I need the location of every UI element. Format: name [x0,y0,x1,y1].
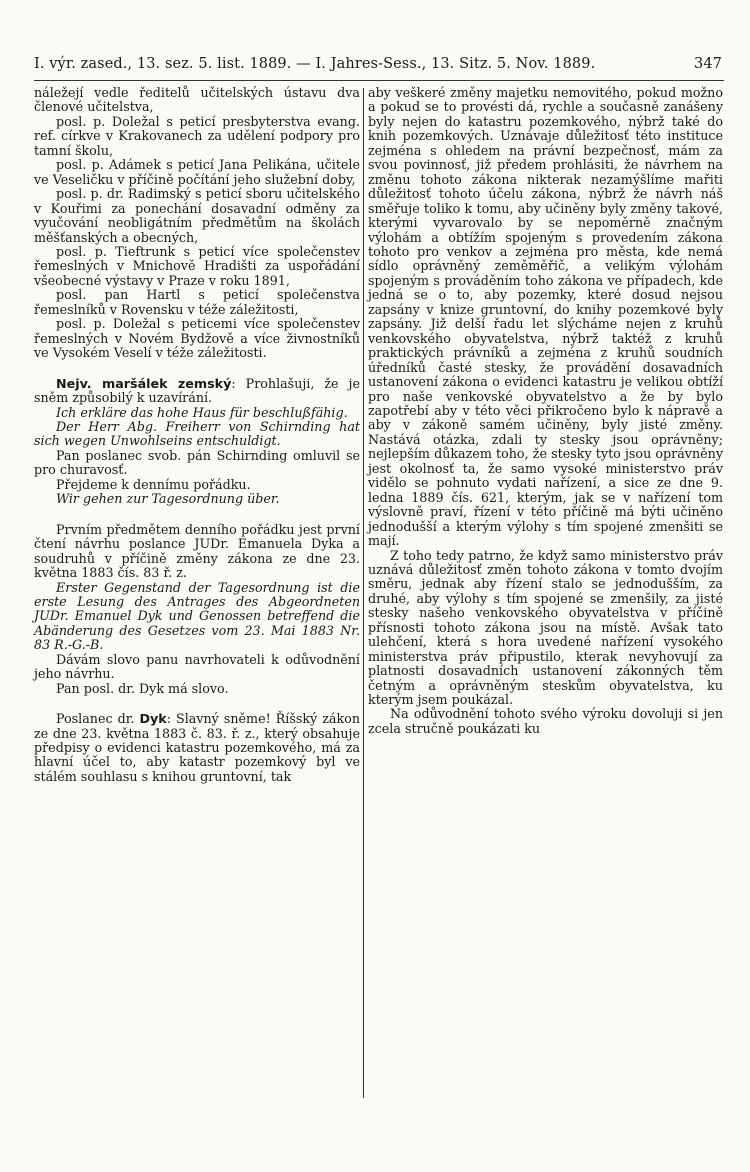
paragraph [34,377,360,406]
paragraph-text: Ich erkläre das hohe Haus für beschlußfähig. [56,404,348,420]
paragraph [34,317,360,360]
paragraph-text: Der Herr Abg. Freiherr von Schirnding hat sich wegen Unwohlseins entschuldigt. [34,418,360,449]
column-divider [363,88,364,1098]
paragraph-text: Erster Gegenstand der Tagesordnung ist die erste Lesung des Antrages des Abgeordneten JUDr. Emanuel Dyk und Genossen betreffend die Abänderung des Gesetzes vom 23. Mai 1883 Nr. 83 R.-G.-B. [34,579,360,653]
paragraph [368,707,723,736]
left-column [34,86,360,784]
paragraph [34,115,360,158]
paragraph-text: náležejí vedle ředitelů učitelských ústavu dva členové učitelstva, [34,85,360,115]
paragraph-text: Z toho tedy patrno, že když samo ministerstvo práv uznává důležitosť změn tohoto zákona v tomto dvojím směru, jednak aby řízení stalo se jednodušším, za druhé, aby výlohy s tím spojené se zmenšily, za jisté stesky našeho venkovského obyvatelstva v příčině přísnosti tohoto zákona jsou na místě. Avšak tato ulehčení, která s hora uvedené nařízení vysokého ministerstva práv připustilo, kterak nevyhovují za platnosti dosavadních ustanovení zákonných těm četným a oprávněným steskům obyvatelstva, ku kterým jsem poukázal. [368,547,723,708]
paragraph-text: Wir gehen zur Tagesordnung über. [56,491,280,507]
paragraph-text: Pan posl. dr. Dyk má slovo. [56,680,229,696]
paragraph-text: Pan poslanec svob. pán Schirnding omluvil se pro churavosť. [34,447,360,478]
paragraph [34,478,360,492]
paragraph-text: Přejdeme k dennímu pořádku. [56,476,251,492]
right-column [368,86,723,736]
paragraph-text: posl. p. Doležal s peticemi více společenstev řemeslných v Novém Bydžově a více živnostníků ve Vysokém Veselí v téže záležitosti. [34,316,360,361]
paragraph [34,581,360,653]
paragraph [34,86,360,115]
paragraph [34,288,360,317]
paragraph-text: posl. p. Doležal s peticí presbyterstva evang. ref. církve v Krakovanech za udělení podpory pro tamní školu, [34,113,360,158]
paragraph-text: posl. p. dr. Radimský s peticí sboru učitelského v Kouřimi za ponechání dosavadní odměny za vyučování neobligátním předmětům na školách měšťanských a obecných, [34,186,360,245]
paragraph [34,653,360,682]
paragraph-text: aby veškeré změny majetku nemovitého, pokud možno a pokud se to provésti dá, rychle a současně zanášeny byly nejen do katastru pozemkového, nýbrž také do knih pozemkových. Uznávaje důležitosť této instituce zejména s ohledem na právní bezpečnosť, mám za svou povinnosť, již předem prohlásiti, že návrhem na změnu tohoto zákona nikterak nezamýšlíme mařiti důležitosť tohoto účelu zákona, nýbrž že návrh náš směřuje toliko k tomu, aby učiněny byly změny takové, kterými vyvarovalo by se nepoměrně značným výlohám a obtížím spojeným s provedením zákona tohoto pro venkov a zejména pro města, kde nemá sídlo oprávněný zeměměřič, a velikým výlohám spojeným s prováděním toho zákona ve případech, kde jedná se o to, aby pozemky, které dosud nejsou zapsány v knize gruntovní, do knihy pozemkové byly zapsány. Již delší řadu let slýcháme nejen z kruhů venkovského obyvatelstva, nýbrž taktéž z kruhů praktických právníků a zejména z kruhů soudních úředníků časté stesky, že provádění dosavadních ustanovení zákona o evidenci katastru je velikou obtíží pro naše venkovské obyvatelstvo a že by bylo zapotřebí aby v této věci přikročeno bylo k nápravě a aby v zákoně samém učiněny, byly jisté změny. Nastává otázka, zdali ty stesky jsou oprávněny; nejlepším důkazem toho, že stesky tyto jsou oprávněny jest okolnosť ta, že samo vysoké ministerstvo práv vidělo se pohnuto vydati nařízení, a sice ze dne 9. ledna 1889 čís. 621, kterým, jak se v nařízení tom výslovně praví, řízení v této příčině má býti učiněno jednodušší a kterým výlohy s tím spojené zmenšiti se mají. [368,85,723,549]
paragraph [34,449,360,478]
speaker-prefix: Poslanec dr. [56,711,140,727]
paragraph [34,158,360,187]
paragraph-text: posl. p. Adámek s peticí Jana Pelikána, učitele ve Veseličku v příčině počítání jeho služební doby, [34,157,360,187]
paragraph-text: : Prohlašuji, že je sněm způsobilý k uzavírání. [34,375,360,406]
paragraph [34,712,360,784]
paragraph [34,406,360,420]
paragraph-text: posl. p. Tieftrunk s peticí více společenstev řemeslných v Mnichově Hradišti za uspořádání všeobecné výstavy v Praze v roku 1891, [34,243,360,288]
paragraph [34,492,360,506]
paragraph [368,549,723,708]
paragraph-text: Na odůvodnění tohoto svého výroku dovoluji si jen zcela stručně poukázati ku [368,706,723,736]
paragraph [34,245,360,288]
header-rule [34,80,724,81]
paragraph-text: Dávám slovo panu navrhovateli k odůvodnění jeho návrhu. [34,651,360,682]
paragraph [34,682,360,696]
header-title: I. výr. zased., 13. sez. 5. list. 1889. — I. Jahres-Sess., 13. Sitz. 5. Nov. 1889. [34,56,596,72]
paragraph [368,86,723,549]
paragraph [34,187,360,245]
paragraph [34,523,360,581]
paragraph [34,420,360,449]
page-number: 347 [694,56,722,72]
paragraph-text: Prvním předmětem denního pořádku jest první čtení návrhu poslance JUDr. Emanuela Dyka a soudruhů v příčině změny zákona ze dne 23. května 1883 čís. 83 ř. z. [34,521,360,581]
page-header [34,56,722,72]
paragraph-text: posl. pan Hartl s peticí společenstva řemeslníků v Rovensku v téže záležitosti, [34,287,360,317]
speaker-name: Nejv. maršálek zemský [56,375,232,391]
paragraph-text: : Slavný sněme! Říšský zákon ze dne 23. května 1883 č. 83. ř. z., který obsahuje předpisy o evidenci katastru pozemkového, má za hlavní účel to, aby katastr pozemkový byl ve stálém souhlasu s knihou gruntovní, tak [34,711,360,784]
speaker-name: Dyk [139,711,167,727]
